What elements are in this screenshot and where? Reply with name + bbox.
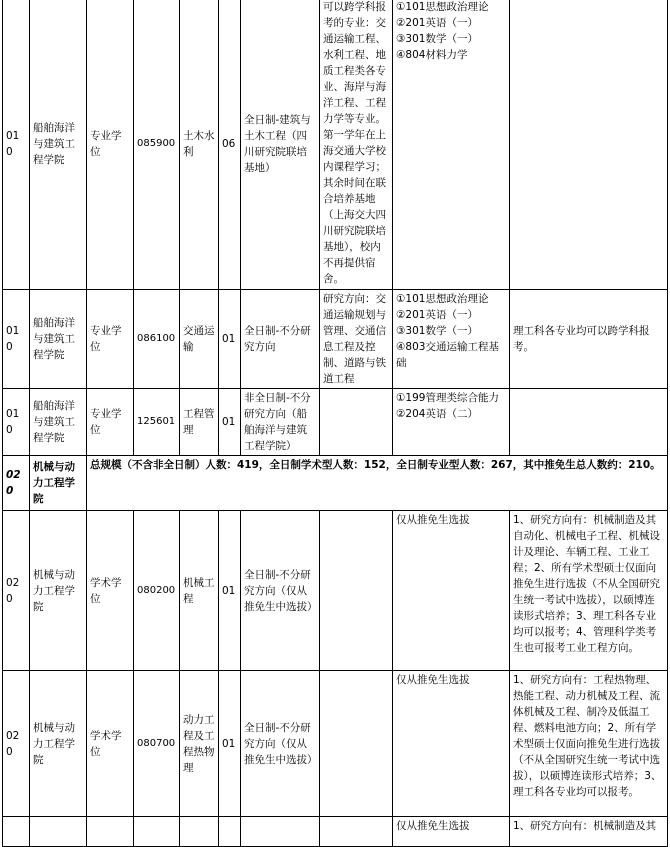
major-name: 土木水利	[180, 0, 219, 290]
study-mode: 全日制-不分研究方向（仅从推免生中选拔）	[241, 511, 320, 671]
dept-code: 020	[3, 671, 30, 817]
study-mode: 非全日制-不分研究方向（船舶海洋与建筑工程学院）	[241, 389, 320, 456]
table-row	[3, 290, 668, 389]
dept-code: 010	[3, 389, 30, 456]
degree-type: 学术学位	[87, 511, 134, 671]
table-row	[3, 671, 668, 817]
direction-code: 01	[219, 290, 241, 389]
study-mode: 全日制-不分研究方向	[241, 290, 320, 389]
exam-subjects: 仅从推免生选拔	[393, 817, 510, 847]
direction-code: 01	[219, 511, 241, 671]
degree-type: 专业学位	[87, 290, 134, 389]
dept-code: 020	[3, 511, 30, 671]
major-code: 080200	[134, 511, 180, 671]
direction-code: 06	[219, 0, 241, 290]
major-code: 080700	[134, 671, 180, 817]
major-code: 086100	[134, 290, 180, 389]
dept-code: 010	[3, 290, 30, 389]
department-header-row	[3, 456, 668, 511]
study-mode: 全日制-不分研究方向（仅从推免生中选拔）	[241, 671, 320, 817]
exam-subjects: 仅从推免生选拔	[393, 671, 510, 817]
major-code: 085900	[134, 0, 180, 290]
exam-subjects: ①199管理类综合能力 ②204英语（二）	[393, 389, 510, 456]
direction-note	[320, 389, 393, 456]
admissions-table	[2, 0, 668, 847]
dept-name: 船舶海洋与建筑工程学院	[30, 290, 87, 389]
exam-subjects: 仅从推免生选拔	[393, 511, 510, 671]
remarks	[510, 389, 668, 456]
dept-name: 机械与动力工程学院	[30, 671, 87, 817]
direction-code: 01	[219, 671, 241, 817]
dept-code: 020	[3, 456, 30, 511]
direction-note	[320, 511, 393, 671]
study-mode: 全日制-建筑与土木工程（四川研究院联培基地）	[241, 0, 320, 290]
major-code: 125601	[134, 389, 180, 456]
direction-note	[320, 671, 393, 817]
direction-code: 01	[219, 389, 241, 456]
remarks: 1、研究方向有：机械制造及其	[510, 817, 668, 847]
table-row	[3, 511, 668, 671]
direction-note: 可以跨学科报考的专业：交通运输工程、水利工程、地质工程类各专业、海岸与海洋工程、工程力学等专业。第一学年在上海交通大学校内课程学习；其余时间在联合培养基地（上海交大四川研究院联培基地），校内不再提供宿舍。	[320, 0, 393, 290]
major-name: 交通运输	[180, 290, 219, 389]
remarks	[510, 0, 668, 290]
table-row-partial	[3, 817, 668, 847]
degree-type: 专业学位	[87, 0, 134, 290]
dept-name: 机械与动力工程学院	[30, 511, 87, 671]
major-name: 动力工程及工程热物理	[180, 671, 219, 817]
dept-name: 机械与动力工程学院	[30, 456, 87, 511]
department-summary: 总规模（不含非全日制）人数：419，全日制学术型人数：152，全日制专业型人数：267，其中推免生总人数约：210。	[87, 456, 668, 511]
remarks: 理工科各专业均可以跨学科报考。	[510, 290, 668, 389]
remarks: 1、研究方向有：工程热物理、热能工程、动力机械及工程、流体机械及工程、制冷及低温工程、燃料电池方向；2、所有学术型硕士仅面向推免生进行选拔（不从全国研究生统一考试中选拔），以硕博连读形式培养；3、理工科各专业均可以报考。	[510, 671, 668, 817]
table-row	[3, 389, 668, 456]
degree-type: 专业学位	[87, 389, 134, 456]
major-name: 机械工程	[180, 511, 219, 671]
exam-subjects: ①101思想政治理论 ②201英语（一） ③301数学（一） ④804材料力学	[393, 0, 510, 290]
degree-type: 学术学位	[87, 671, 134, 817]
direction-note: 研究方向：交通运输规划与管理、交通信息工程及控制、道路与铁道工程	[320, 290, 393, 389]
dept-code: 010	[3, 0, 30, 290]
table-row	[3, 0, 668, 290]
dept-name: 船舶海洋与建筑工程学院	[30, 389, 87, 456]
major-name: 工程管理	[180, 389, 219, 456]
exam-subjects: ①101思想政治理论 ②201英语（一） ③301数学（一） ④803交通运输工程基础	[393, 290, 510, 389]
dept-name: 船舶海洋与建筑工程学院	[30, 0, 87, 290]
remarks: 1、研究方向有：机械制造及其自动化、机械电子工程、机械设计及理论、车辆工程、工业工程；2、所有学术型硕士仅面向推免生进行选拔（不从全国研究生统一考试中选拔），以硕博连读形式培养；3、理工科各专业均可以报考；4、管理科学类考生也可报考工业工程方向。	[510, 511, 668, 671]
